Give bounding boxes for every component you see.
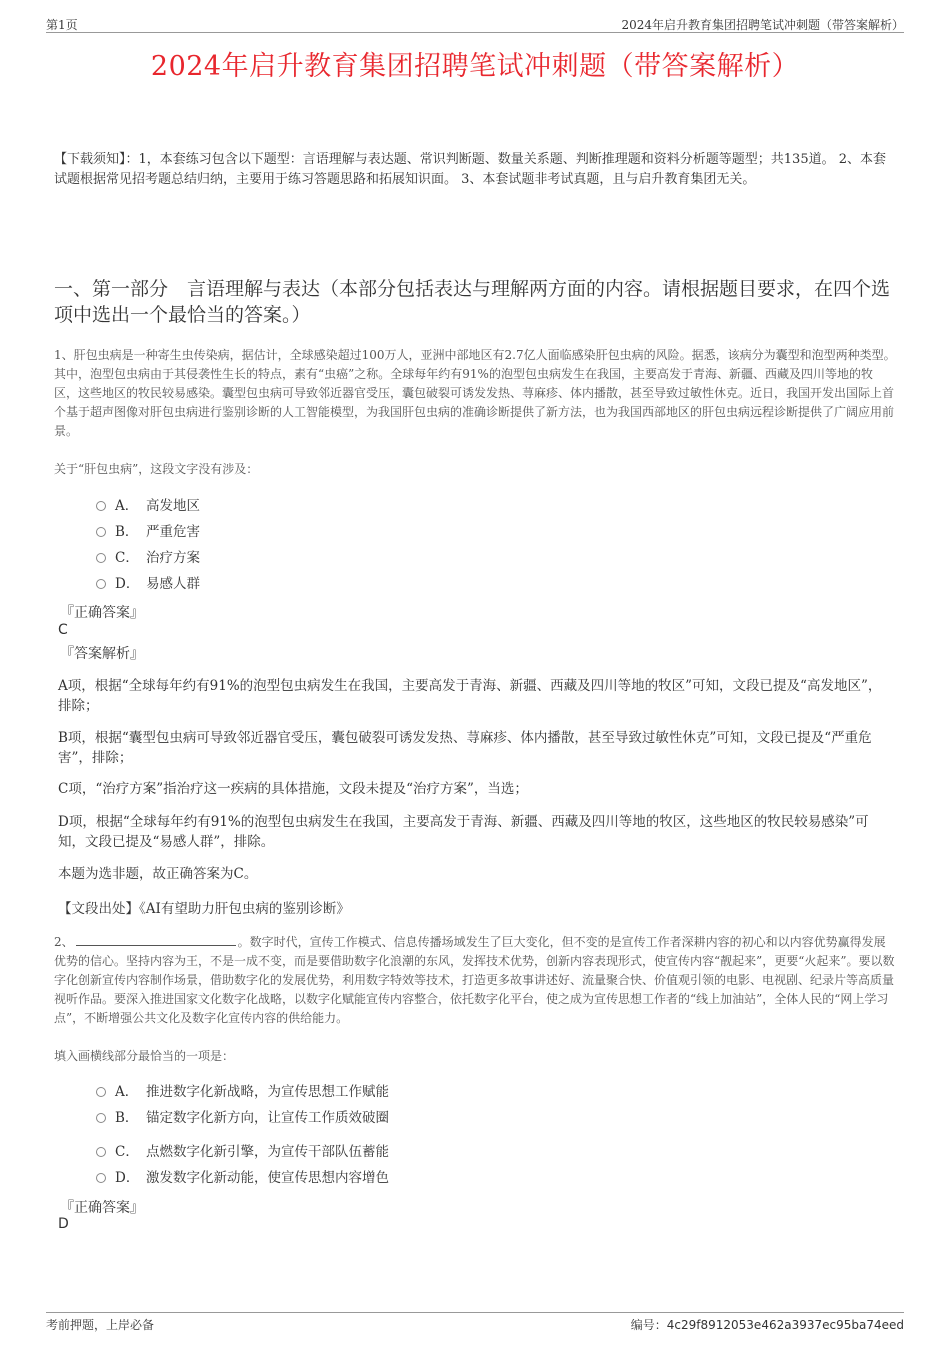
q1-stem: 关于“肝包虫病”，这段文字没有涉及： xyxy=(54,462,259,476)
q1-answer: C xyxy=(58,622,68,638)
document-title: 2024年启升教育集团招聘笔试冲刺题（带答案解析） xyxy=(150,51,800,82)
q1-analysis-c: C项，“治疗方案”指治疗这一疾病的具体措施，文段未提及“治疗方案”，当选； xyxy=(58,781,528,797)
page-footer xyxy=(46,1312,904,1333)
q1-analysis-b: B项，根据“囊型包虫病可导致邻近器官受压，囊包破裂可诱发发热、荨麻疹、体内播散，甚至导致过敏性休克”可知，文段已提及“严重危害”，排除； xyxy=(58,730,872,766)
download-notice: 【下载须知】：1，本套练习包含以下题型：言语理解与表达题、常识判断题、数量关系题、判断推理题和资料分析题等题型；共135道。 2、本套试题根据常见招考题总结归纳，主要用于练习答题思路和拓展知识面。 3、本套试题非考试真题，且与启升教育集团无关。 xyxy=(54,152,886,187)
q2-option-a[interactable]: A． 推进数字化新战略，为宣传思想工作赋能 xyxy=(96,1082,389,1102)
q1-option-a[interactable]: A． 高发地区 xyxy=(96,496,200,516)
page-header xyxy=(46,14,904,33)
q1-analysis-label: 『答案解析』 xyxy=(60,646,144,662)
radio-icon[interactable] xyxy=(96,1087,106,1097)
q1-conclusion: 本题为选非题，故正确答案为C。 xyxy=(58,866,258,882)
q2-passage-text: 。数字时代，宣传工作模式、信息传播场域发生了巨大变化，但不变的是宣传工作者深耕内容的初心和以内容优势赢得发展优势的信心。坚持内容为王，不是一成不变，而是要借助数字化浪潮的东风，发挥技术优势，创新内容表现形式，使宣传内容“靓起来”，更要“火起来”。要以数字化创新宣传内容制作场景，借助数字化的发展优势，利用数字特效等技术，打造更多故事讲述好、流量聚合快、价值观引领的电影、电视剧、纪录片等高质量视听作品。要深入推进国家文化数字化战略，以数字化赋能宣传内容整合，依托数字化平台，使之成为宣传思想工作者的“线上加油站”，全体人民的“网上学习点”，不断增强公共文化及数字化宣传内容的供给能力。 xyxy=(54,935,895,1025)
q2-number: 2、 xyxy=(54,935,74,949)
header-doc-title: 2024年启升教育集团招聘笔试冲刺题（带答案解析） xyxy=(621,18,904,32)
q2-option-c[interactable]: C． 点燃数字化新引擎，为宣传干部队伍蓄能 xyxy=(96,1142,389,1162)
q2-answer: D xyxy=(58,1216,69,1232)
q1-answer-label: 『正确答案』 xyxy=(60,605,144,621)
q1-option-c[interactable]: C． 治疗方案 xyxy=(96,548,200,568)
q2-passage xyxy=(54,933,896,1028)
q1-option-d[interactable]: D． 易感人群 xyxy=(96,574,200,594)
q2-answer-label: 『正确答案』 xyxy=(60,1200,144,1216)
radio-icon[interactable] xyxy=(96,1147,106,1157)
radio-icon[interactable] xyxy=(96,1113,106,1123)
page-number: 第1页 xyxy=(46,18,78,32)
radio-icon[interactable] xyxy=(96,579,106,589)
q2-stem: 填入画横线部分最恰当的一项是： xyxy=(54,1049,235,1063)
q1-source: 【文段出处】《AI有望助力肝包虫病的鉴别诊断》 xyxy=(58,901,350,917)
radio-icon[interactable] xyxy=(96,1173,106,1183)
q1-analysis-d: D项，根据“全球每年约有91%的泡型包虫病发生在我国，主要高发于青海、新疆、西藏及四川等地的牧区，这些地区的牧民较易感染”可知，文段已提及“易感人群”，排除。 xyxy=(58,814,869,850)
footer-slogan: 考前押题，上岸必备 xyxy=(46,1318,155,1332)
radio-icon[interactable] xyxy=(96,501,106,511)
q2-option-b[interactable]: B． 锚定数字化新方向，让宣传工作质效破圈 xyxy=(96,1108,389,1128)
fill-in-blank xyxy=(76,933,236,946)
q1-passage: 1、肝包虫病是一种寄生虫传染病，据估计，全球感染超过100万人，亚洲中部地区有2.7亿人面临感染肝包虫病的风险。据悉，该病分为囊型和泡型两种类型。其中，泡型包虫病由于其侵袭性生长的特点，素有“虫癌”之称。全球每年约有91%的泡型包虫病发生在我国，主要高发于青海、新疆、西藏及四川等地的牧区，这些地区的牧民较易感染。囊型包虫病可导致邻近器官受压，囊包破裂可诱发发热、荨麻疹、体内播散，甚至导致过敏性休克。近日，我国开发出国际上首个基于超声图像对肝包虫病进行鉴别诊断的人工智能模型，为我国肝包虫病的准确诊断提供了新方法，也为我国西部地区的肝包虫病远程诊断提供了广阔应用前景。 xyxy=(54,348,896,438)
q1-option-b[interactable]: B． 严重危害 xyxy=(96,522,200,542)
q1-analysis-a: A项，根据“全球每年约有91%的泡型包虫病发生在我国，主要高发于青海、新疆、西藏及四川等地的牧区”可知，文段已提及“高发地区”，排除； xyxy=(58,678,882,714)
section-heading: 一、第一部分 言语理解与表达（本部分包括表达与理解两方面的内容。请根据题目要求，在四个选项中选出一个最恰当的答案。） xyxy=(54,278,891,326)
radio-icon[interactable] xyxy=(96,553,106,563)
footer-code: 编号：4c29f8912053e462a3937ec95ba74eed xyxy=(630,1318,904,1332)
radio-icon[interactable] xyxy=(96,527,106,537)
q2-option-d[interactable]: D． 激发数字化新动能，使宣传思想内容增色 xyxy=(96,1168,389,1188)
